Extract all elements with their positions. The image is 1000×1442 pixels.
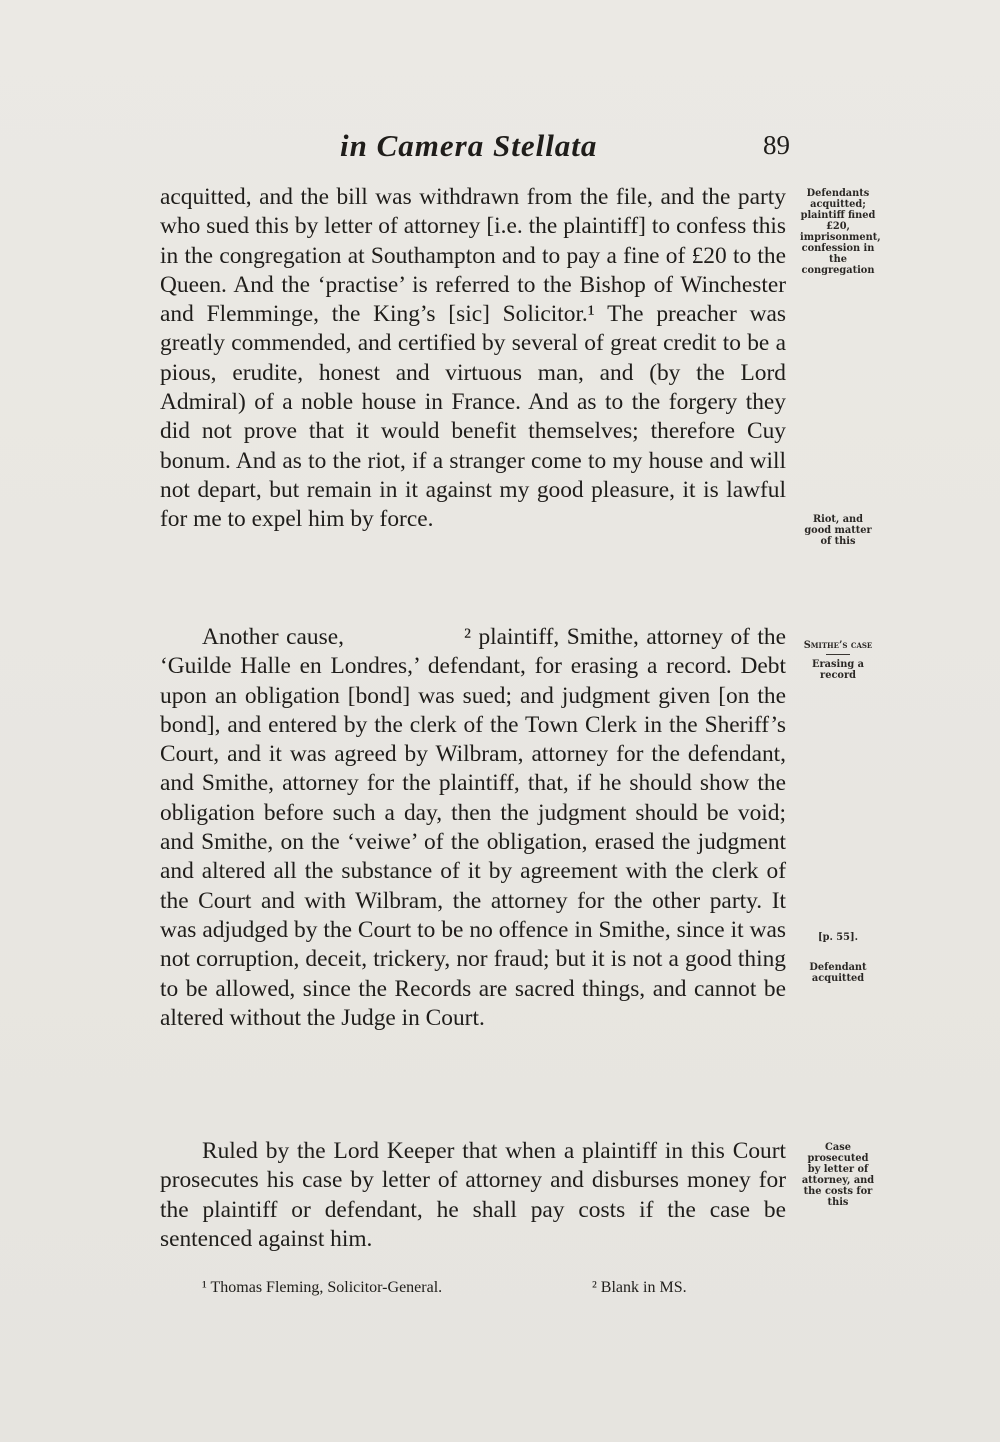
paragraph-1	[160, 183, 786, 535]
paragraph-2-start: Another cause,	[202, 624, 344, 650]
sidenote-case-prosecuted: Case prosecuted by letter of attorney, and the costs for this	[801, 1142, 875, 1208]
footnote-2: ² Blank in MS.	[592, 1279, 687, 1296]
page-number: 89	[763, 130, 790, 160]
paragraph-2	[160, 623, 786, 1033]
sidenote-page-ref: [p. 55].	[818, 932, 858, 943]
paragraph-3	[160, 1137, 786, 1254]
running-head-title: in Camera Stellata	[340, 128, 598, 163]
sidenote-defendants-acquitted: Defendants acquitted; plaintiff fined £20, imprisonment, confession in the congregation	[800, 188, 881, 276]
paragraph-2-rest: ² plaintiff, Smithe, attorney of the ‘Guilde Halle en Londres,’ defendant, for erasing a record. Debt upon an obligation [bond] was sued; and judgment given [on the bond], and entered by the clerk of the Town Clerk in the Sheriff’s Court, and it was agreed by Wilbram, attorney for the defendant, and Smithe, attorney for the plaintiff, that, if he should show the obligation before such a day, then the judgment should be void; and Smithe, on the ‘veiwe’ of the obligation, erased the judgment and altered all the substance of it by agreement with the clerk of the Court and with Wilbram, the attorney for the other party. It was adjudged by the Court to be no offence in Smithe, since it was not corruption, deceit, trickery, nor fraud; but it is not a good thing to be allowed, since the Records are sacred things, and cannot be altered without the Judge in Court.	[160, 624, 786, 1031]
sidenote-defendant-acquitted: Defendant acquitted	[809, 962, 867, 984]
footnote-1: ¹ Thomas Fleming, Solicitor-General.	[202, 1279, 443, 1296]
paragraph-2-text	[160, 623, 786, 1033]
footnotes	[160, 1279, 786, 1303]
sidenote-erasing-record: Erasing a record	[812, 659, 864, 681]
sidenote-riot: Riot, and good matter of this	[804, 514, 872, 547]
running-head	[160, 128, 790, 168]
sidenote-divider	[826, 654, 850, 655]
sidenote-smithes-case-title: Smithe’s case	[803, 640, 873, 651]
paragraph-3-text: Ruled by the Lord Keeper that when a plaintiff in this Court prosecutes his case by letter of attorney and disburses money for the plaintiff or defendant, he shall pay costs if the case be sentenced against him.	[160, 1138, 786, 1252]
sidenote-smithes-case	[800, 640, 876, 681]
paragraph-1-text: acquitted, and the bill was withdrawn from the file, and the party who sued this by letter of attorney [i.e. the plaintiff] to confess this in the congregation at Southampton and to pay a fine of £20 to the Queen. And the ‘practise’ is referred to the Bishop of Winchester and Flemminge, the King’s [sic] Solicitor.¹ The preacher was greatly commended, and certified by several of great credit to be a pious, erudite, honest and virtuous man, and (by the Lord Admiral) of a noble house in France. And as to the forgery they did not prove that it would benefit themselves; therefore Cuy bonum. And as to the riot, if a stranger come to my house and will not depart, but remain in it against my good pleasure, it is lawful for me to expel him by force.	[160, 184, 786, 533]
